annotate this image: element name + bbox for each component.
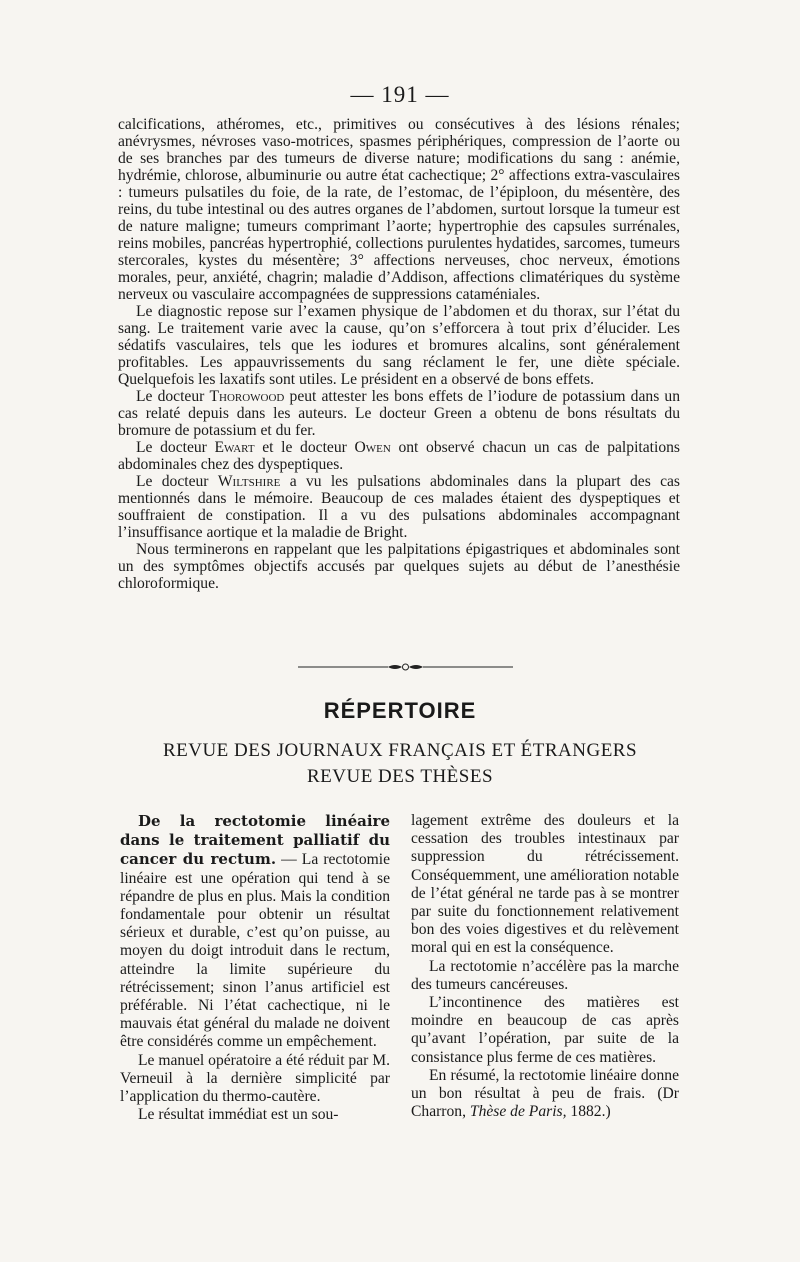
- subsection-heading: REVUE DES THÈSES: [306, 766, 494, 787]
- text-run: Le docteur: [136, 439, 215, 456]
- subsection-heading: REVUE DES JOURNAUX FRANÇAIS ET ÉTRANGERS: [162, 740, 638, 761]
- article-paragraph: Le manuel opératoire a été réduit par M. Verneuil à la dernière simplicité par l’application du thermo-cautère.: [120, 1051, 390, 1106]
- text-run: Le docteur: [136, 388, 210, 405]
- reference-title: Thèse de Paris,: [469, 1103, 567, 1121]
- intro-paragraph: Nous terminerons en rappelant que les palpitations épigastriques et abdominales sont un des symptômes objectifs accusés par quelques sujets au début de l’anesthésie chloroformique.: [118, 541, 680, 592]
- intro-paragraph: [118, 439, 680, 473]
- text-run: peut attester les bons effets de l’iodure de potassium dans un cas relaté depuis dans les auteurs. Le docteur Green a obtenu de bons résultats du bromure de potassium et du fer.: [118, 388, 680, 439]
- article-title: De la rectotomie linéaire dans le traitement palliatif du cancer du rectum.: [120, 812, 390, 869]
- text-run: et le docteur: [254, 439, 355, 456]
- author-name: Ewart: [214, 439, 255, 456]
- page-number: — 191 —: [350, 82, 450, 107]
- text-run: En résumé, la rectotomie linéaire donne un bon résultat à peu de frais. (Dr Charron,: [411, 1066, 679, 1121]
- intro-paragraph: Le diagnostic repose sur l’examen physique de l’abdomen et du thorax, sur l’état du sang. Le traitement varie avec la cause, qu’on s’efforcera à tout prix d’élucider. Les sédatifs vasculaires, tels que les iodures et bromures alcalins, sont généralement profitables. Les appauvrissements du sang réclament le fer, une diète spéciale. Quelquefois les laxatifs sont utiles. Le président en a observé de bons effets.: [118, 303, 680, 388]
- text-run: a vu les pulsations abdominales dans la plupart des cas mentionnés dans le mémoire. Beaucoup de ces malades étaient des dyspeptiques et souffraient de constipation. Il a vu des pulsations abdominales accompagnant l’insuffisance aortique et la maladie de Bright.: [118, 473, 680, 541]
- text-run: 1882.): [566, 1103, 611, 1121]
- ornament-divider: [298, 662, 513, 672]
- author-name: Thorowood: [209, 388, 285, 405]
- article-column-right: [411, 812, 679, 1121]
- article-paragraph-start: Le résultat immédiat est un sou-: [138, 1106, 339, 1124]
- text-run: ont observé chacun un cas de palpitations abdominales chez des dyspeptiques.: [118, 439, 680, 473]
- article-paragraph: La rectotomie n’accélère pas la marche des tumeurs cancéreuses.: [411, 957, 679, 993]
- text-run: — La rectotomie linéaire est une opération qui tend à se répandre de plus en plus. Mais la condition fondamentale pour obtenir un résultat sérieux et durable, c’est qu’on puisse, au moyen du doigt introduit dans le rectum, atteindre la limite supérieure du rétrécissement; sinon l’anus artificiel est préférable. Ni l’état cachectique, ni le mauvais état général du malade ne doivent être considérés comme un empêchement.: [120, 851, 390, 1051]
- text-run: Le docteur: [136, 473, 218, 490]
- intro-paragraph: calcifications, athéromes, etc., primitives ou consécutives à des lésions rénales; anévrysmes, névroses vaso-motrices, spasmes périphériques, compression de l’aorte ou de ses branches par des tumeurs de diverse nature; modifications du sang : anémie, hydrémie, chlorose, albuminurie ou autre état cachectique; 2° affections extra-vasculaires : tumeurs pulsatiles du foie, de la rate, de l’estomac, de l’épiploon, du mésentère, des reins, du tube intestinal ou des autres organes de l’abdomen, surtout lorsque la tumeur est de nature maligne; tumeurs comprimant l’aorte; hypertrophie des capsules surrénales, reins mobiles, pancréas hypertrophié, collections purulentes hydatides, sarcomes, tumeurs stercorales, kystes du mésentère; 3° affections nerveuses, choc nerveux, émotions morales, peur, anxiété, chagrin; maladie d’Addison, affections climatériques du système nerveux ou vasculaire accompagnées de suppressions cataméniales.: [118, 116, 680, 303]
- author-name: Owen: [354, 439, 391, 456]
- intro-text: [118, 116, 680, 592]
- article-paragraph: [120, 812, 390, 1052]
- article-paragraph: [411, 1067, 679, 1122]
- article-column-left: [120, 812, 390, 1124]
- intro-paragraph: [118, 473, 680, 541]
- section-heading: RÉPERTOIRE: [323, 698, 477, 723]
- author-name: Wiltshire: [217, 473, 281, 490]
- article-paragraph: L’incontinence des matières est moindre en beaucoup de cas après qu’avant l’opération, par suite de la consistance plus ferme de ces matières.: [411, 994, 679, 1066]
- article-paragraph-continued: lagement extrême des douleurs et la cessation des troubles intestinaux par suppression du rétrécissement. Conséquemment, une amélioration notable de l’état général ne tarde pas à se montrer par suite du fonctionnement relativement bon des voies digestives et du relèvement moral qui en est la conséquence.: [411, 812, 679, 957]
- intro-paragraph: [118, 388, 680, 439]
